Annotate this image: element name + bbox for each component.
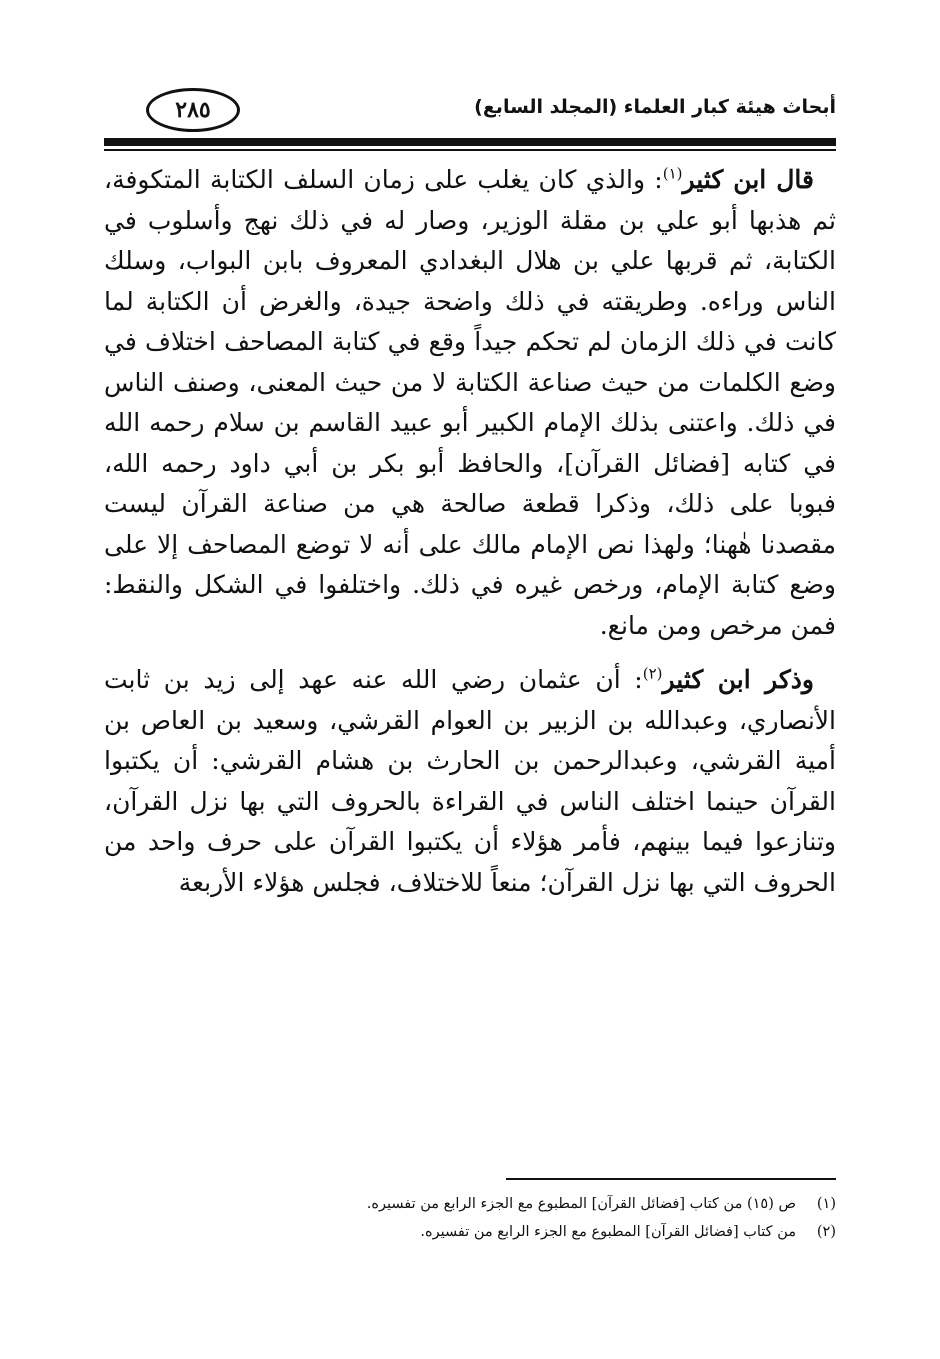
paragraph-1-text: : والذي كان يغلب على زمان السلف الكتابة المتكوفة، ثم هذبها أبو علي بن مقلة الوزير، وصار له في ذلك نهج وأسلوب في الكتابة، ثم قربها علي بن هلال البغدادي المعروف بابن البواب، وسلك الناس وراءه. وطريقته في ذلك واضحة جيدة، والغرض أن الكتابة لما كانت في ذلك الزمان لم تحكم جيداً وقع في كتابة المصاحف اختلاف في وضع الكلمات من حيث صناعة الكتابة لا من حيث المعنى، وصنف الناس في ذلك. واعتنى بذلك الإمام الكبير أبو عبيد القاسم بن سلام رحمه الله في كتابه [فضائل القرآن]، والحافظ أبو بكر بن أبي داود رحمه الله، فبوبا على ذلك، وذكرا قطعة صالحة هي من صناعة القرآن ليست مقصدنا هٰهنا؛ ولهذا نص الإمام مالك على أنه لا توضع المصاحف إلا على وضع كتابة الإمام، ورخص غيره في ذلك. واختلفوا في الشكل والنقط: فمن مرخص ومن مانع.: [104, 165, 836, 640]
paragraph-1: [104, 160, 836, 646]
footnote-1-text: ص (١٥) من كتاب [فضائل القرآن] المطبوع مع الجزء الرابع من تفسيره.: [366, 1196, 796, 1212]
page-header: [104, 78, 836, 138]
paragraph-1-lead: قال ابن كثير: [682, 165, 815, 194]
footnote-1: [104, 1190, 836, 1218]
running-title: أبحاث هيئة كبار العلماء (المجلد السابع): [474, 96, 836, 118]
footnote-separator: [506, 1178, 836, 1180]
header-rule-thin: [104, 149, 836, 151]
paragraph-2-text: : أن عثمان رضي الله عنه عهد إلى زيد بن ثابت الأنصاري، وعبدالله بن الزبير بن العوام القرشي، وسعيد بن العاص بن أمية القرشي، وعبدالرحمن بن الحارث بن هشام القرشي: أن يكتبوا القرآن حينما اختلف الناس في القراءة بالحروف التي بها نزل القرآن، وتنازعوا فيما بينهم، فأمر هؤلاء أن يكتبوا القرآن على حرف واحد من الحروف التي بها نزل القرآن؛ منعاً للاختلاف، فجلس هؤلاء الأربعة: [104, 665, 836, 897]
footnote-ref-2[interactable]: (٢): [642, 664, 663, 683]
header-rule-thick: [104, 138, 836, 146]
footnote-ref-1[interactable]: (١): [662, 164, 683, 183]
footnotes: [104, 1190, 836, 1246]
paragraph-2: [104, 660, 836, 903]
footnote-1-number: (١): [816, 1196, 836, 1212]
paragraph-2-lead: وذكر ابن كثير: [662, 665, 814, 694]
footnote-2: [104, 1218, 836, 1246]
footnote-2-number: (٢): [816, 1224, 836, 1240]
page-number: ٢٨٥: [146, 88, 240, 132]
footnote-2-text: من كتاب [فضائل القرآن] المطبوع مع الجزء الرابع من تفسيره.: [420, 1224, 796, 1240]
body-text: [104, 160, 836, 903]
